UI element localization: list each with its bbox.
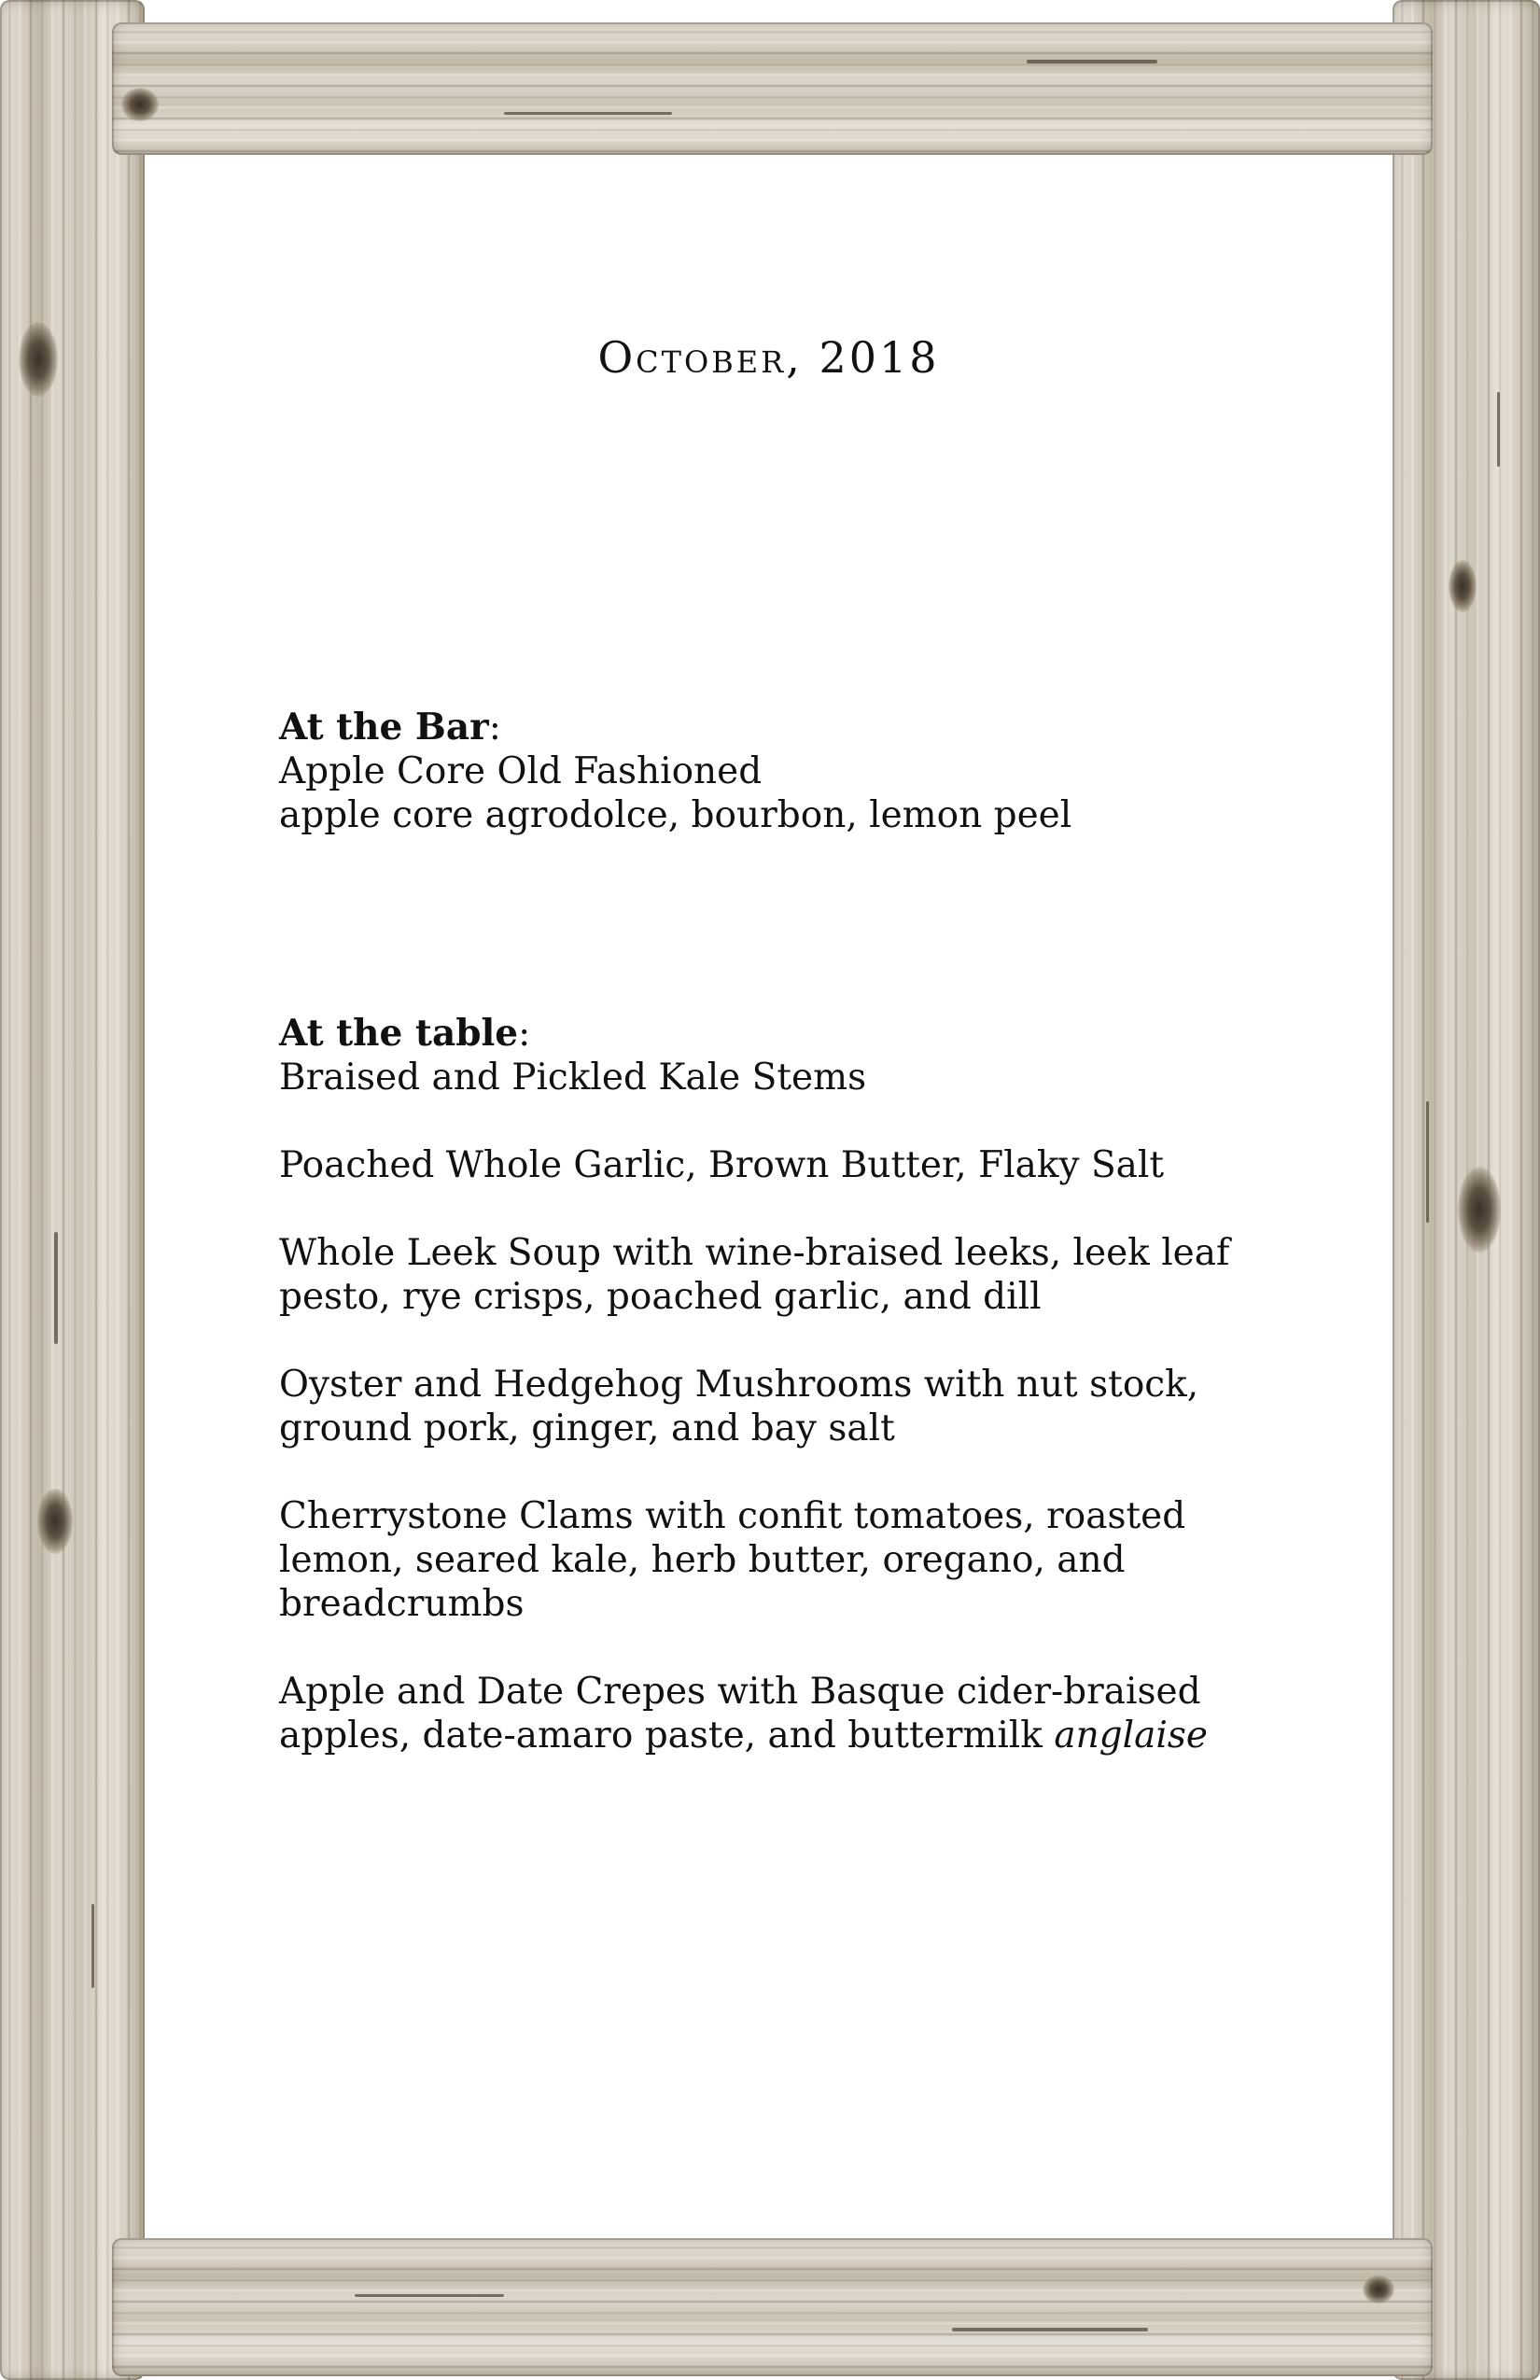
bar-section	[279, 706, 1380, 837]
frame-top-plank	[112, 22, 1433, 155]
wood-crack	[91, 1904, 94, 1988]
menu-item-line: pesto, rye crisps, poached garlic, and dill	[279, 1276, 1042, 1318]
menu-item-line: Whole Leek Soup with wine-braised leeks, leek leaf	[279, 1232, 1230, 1274]
page-title: October, 2018	[597, 332, 940, 383]
menu-item-line: Apple and Date Crepes with Basque cider-braised	[279, 1671, 1201, 1713]
menu-item-line: Cherrystone Clams with confit tomatoes, roasted	[279, 1495, 1186, 1537]
wood-knot	[37, 1489, 73, 1554]
wood-crack	[1497, 392, 1500, 467]
menu-item-line: Braised and Pickled Kale Stems	[279, 1057, 867, 1099]
wood-crack	[355, 2294, 504, 2297]
menu-item	[279, 1363, 1380, 1450]
wood-crack	[1027, 60, 1157, 63]
menu-item	[279, 1143, 1380, 1187]
wood-crack	[1426, 1101, 1429, 1223]
frame-bottom-plank	[112, 2238, 1433, 2376]
section-heading-table	[279, 1012, 1380, 1056]
wood-crack	[952, 2328, 1148, 2331]
drink-description: apple core agrodolce, bourbon, lemon peel	[279, 794, 1072, 836]
menu-item	[279, 1670, 1380, 1757]
menu-item	[279, 1056, 1380, 1099]
wood-knot	[1449, 560, 1477, 612]
menu-item-line: Oyster and Hedgehog Mushrooms with nut stock,	[279, 1364, 1199, 1406]
menu-item-line: Poached Whole Garlic, Brown Butter, Flaky Salt	[279, 1144, 1165, 1186]
frame-right-plank	[1393, 0, 1540, 2380]
section-heading-bar	[279, 706, 1380, 749]
wood-knot	[19, 322, 58, 397]
wood-knot	[121, 88, 159, 121]
menu-item	[279, 1231, 1380, 1319]
wood-crack	[504, 112, 672, 115]
drink-name: Apple Core Old Fashioned	[279, 750, 763, 792]
wood-knot	[1458, 1167, 1501, 1253]
menu-item-line: breadcrumbs	[279, 1583, 525, 1625]
menu-item	[279, 1494, 1380, 1626]
wood-knot	[1363, 2275, 1394, 2303]
wood-crack	[54, 1232, 58, 1344]
frame-left-plank	[0, 0, 145, 2380]
menu-item-line-with-italic	[279, 1714, 1380, 1757]
section-heading-colon: :	[518, 1013, 531, 1055]
menu-item-line: ground pork, ginger, and bay salt	[279, 1407, 895, 1449]
menu-item-line-text: apples, date-amaro paste, and buttermilk	[279, 1715, 1055, 1757]
menu-paper	[145, 155, 1393, 2238]
menu-item-line: lemon, seared kale, herb butter, oregano, and	[279, 1539, 1126, 1581]
section-heading-text: At the table	[279, 1012, 519, 1055]
section-heading-text: At the Bar	[279, 706, 489, 749]
menu-item-italic-word: anglaise	[1054, 1715, 1208, 1757]
table-section	[279, 1012, 1380, 1757]
section-heading-colon: :	[488, 707, 501, 749]
